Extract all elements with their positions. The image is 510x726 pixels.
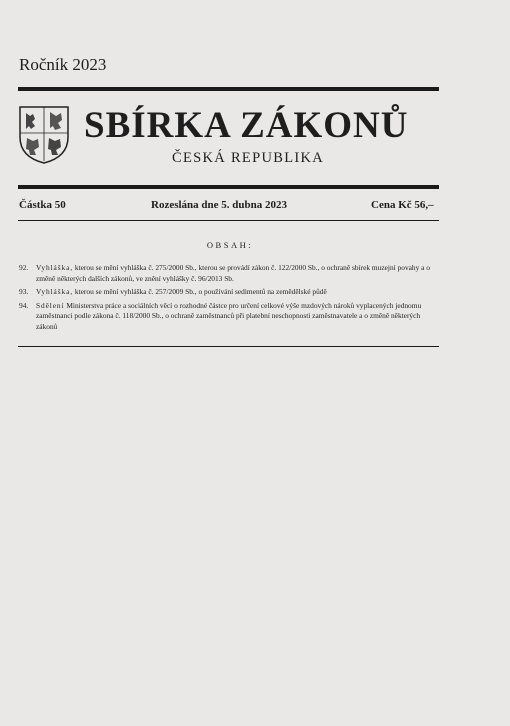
state-coat-of-arms-icon [18, 103, 70, 165]
top-rule [18, 87, 439, 91]
contents-heading: OBSAH: [206, 240, 254, 250]
item-text: Ministerstva práce a sociálních věcí o rozhodné částce pro určení celkové výše mzdových nároků vyplacených jednomu zaměstnanci podle zákona č. 118/2000 Sb., o ochraně zaměstnanců při platební neschopnosti zaměstnavatele a o změně některých zákonů [36, 300, 422, 331]
item-kind: Vyhláška, [36, 287, 74, 296]
part-number: Částka 50 [19, 199, 66, 211]
item-text: kterou se mění vyhláška č. 275/2000 Sb., kterou se provádí zákon č. 122/2000 Sb., o ochraně sbírek muzejní povahy a o změně některých dalších zákonů, ve znění vyhlášky č. 96/2013 Sb. [36, 263, 430, 283]
item-number: 93. [19, 287, 29, 296]
contents-end-rule [18, 346, 439, 347]
contents-item [19, 263, 439, 284]
item-number: 92. [19, 263, 29, 272]
country-subtitle: ČESKÁ REPUBLIKA [172, 150, 325, 166]
item-kind: Vyhláška, [36, 263, 74, 272]
volume-year: Ročník 2023 [19, 55, 107, 74]
item-kind: Sdělení [36, 300, 65, 310]
price: Cena Kč 56,– [371, 199, 434, 211]
item-number: 94. [19, 300, 29, 310]
header-rule [18, 185, 439, 189]
contents-item [19, 301, 439, 333]
publication-date: Rozeslána dne 5. dubna 2023 [151, 199, 288, 211]
contents-item [19, 287, 439, 298]
meta-rule [18, 220, 439, 221]
contents-list [19, 263, 439, 335]
item-text: kterou se mění vyhláška č. 257/2009 Sb., o používání sedimentů na zemědělské půdě [74, 287, 327, 296]
publication-title: SBÍRKA ZÁKONŮ [84, 105, 409, 146]
